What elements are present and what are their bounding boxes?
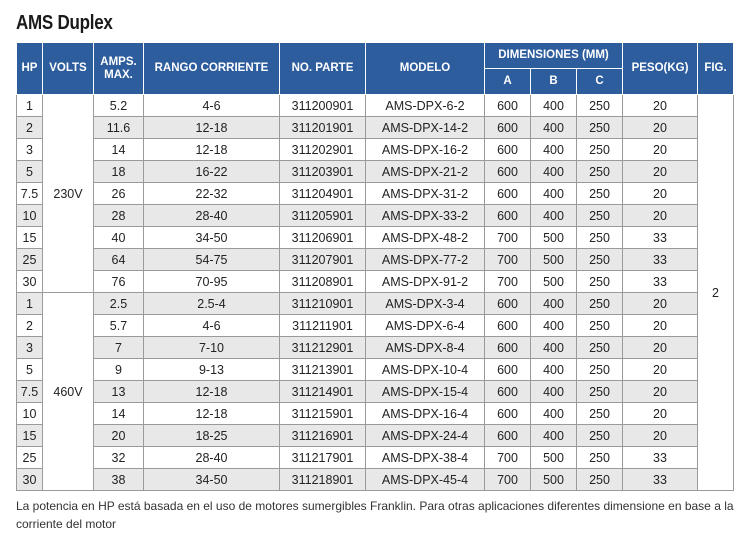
cell-rango: 28-40: [144, 205, 280, 227]
cell-modelo: AMS-DPX-6-2: [366, 95, 485, 117]
cell-modelo: AMS-DPX-21-2: [366, 161, 485, 183]
cell-c: 250: [577, 95, 623, 117]
header-dim-a: A: [485, 69, 531, 95]
cell-c: 250: [577, 337, 623, 359]
cell-c: 250: [577, 205, 623, 227]
cell-rango: 34-50: [144, 469, 280, 491]
cell-c: 250: [577, 425, 623, 447]
cell-a: 600: [485, 161, 531, 183]
cell-rango: 2.5-4: [144, 293, 280, 315]
cell-b: 400: [531, 95, 577, 117]
table-row: [17, 293, 734, 315]
cell-rango: 22-32: [144, 183, 280, 205]
cell-parte: 311215901: [280, 403, 366, 425]
cell-parte: 311214901: [280, 381, 366, 403]
cell-c: 250: [577, 117, 623, 139]
cell-amps: 20: [94, 425, 144, 447]
cell-b: 400: [531, 117, 577, 139]
cell-rango: 12-18: [144, 117, 280, 139]
cell-c: 250: [577, 227, 623, 249]
cell-c: 250: [577, 271, 623, 293]
cell-a: 600: [485, 381, 531, 403]
cell-hp: 7.5: [17, 381, 43, 403]
table-row: [17, 271, 734, 293]
cell-modelo: AMS-DPX-91-2: [366, 271, 485, 293]
table-row: [17, 447, 734, 469]
table-row: [17, 161, 734, 183]
cell-amps: 5.7: [94, 315, 144, 337]
cell-b: 400: [531, 425, 577, 447]
cell-a: 600: [485, 293, 531, 315]
cell-modelo: AMS-DPX-45-4: [366, 469, 485, 491]
cell-c: 250: [577, 161, 623, 183]
header-volts: VOLTS: [43, 43, 94, 95]
cell-rango: 4-6: [144, 315, 280, 337]
cell-hp: 1: [17, 95, 43, 117]
cell-hp: 10: [17, 205, 43, 227]
table-row: [17, 117, 734, 139]
cell-parte: 311213901: [280, 359, 366, 381]
header-amps-line1: AMPS.: [100, 55, 137, 68]
cell-modelo: AMS-DPX-8-4: [366, 337, 485, 359]
table-row: [17, 315, 734, 337]
cell-a: 600: [485, 205, 531, 227]
header-peso: PESO(KG): [623, 43, 698, 95]
cell-parte: 311211901: [280, 315, 366, 337]
table-row: [17, 249, 734, 271]
table-row: [17, 403, 734, 425]
header-fig: FIG.: [698, 43, 734, 95]
footnote: La potencia en HP está basada en el uso de motores sumergibles Franklin. Para otras aplicaciones diferentes dimensione en base a la corriente del motor: [16, 499, 734, 531]
cell-a: 600: [485, 315, 531, 337]
cell-c: 250: [577, 183, 623, 205]
table-row: [17, 95, 734, 117]
cell-parte: 311216901: [280, 425, 366, 447]
cell-b: 400: [531, 139, 577, 161]
cell-a: 600: [485, 425, 531, 447]
table-row: [17, 359, 734, 381]
cell-peso: 33: [623, 249, 698, 271]
cell-parte: 311204901: [280, 183, 366, 205]
cell-a: 600: [485, 359, 531, 381]
cell-modelo: AMS-DPX-10-4: [366, 359, 485, 381]
cell-c: 250: [577, 293, 623, 315]
cell-amps: 38: [94, 469, 144, 491]
table-row: [17, 205, 734, 227]
cell-a: 700: [485, 271, 531, 293]
header-dimensiones: DIMENSIONES (MM): [485, 43, 623, 69]
table-row: [17, 425, 734, 447]
header-amps: [94, 43, 144, 95]
cell-amps: 13: [94, 381, 144, 403]
cell-amps: 40: [94, 227, 144, 249]
cell-peso: 20: [623, 403, 698, 425]
cell-rango: 34-50: [144, 227, 280, 249]
cell-a: 600: [485, 403, 531, 425]
header-dim-b: B: [531, 69, 577, 95]
cell-b: 500: [531, 249, 577, 271]
cell-b: 400: [531, 359, 577, 381]
cell-b: 400: [531, 205, 577, 227]
cell-hp: 1: [17, 293, 43, 315]
cell-a: 600: [485, 139, 531, 161]
cell-volts: 230V: [43, 95, 94, 293]
cell-b: 400: [531, 337, 577, 359]
cell-parte: 311212901: [280, 337, 366, 359]
cell-hp: 7.5: [17, 183, 43, 205]
cell-hp: 15: [17, 227, 43, 249]
cell-modelo: AMS-DPX-15-4: [366, 381, 485, 403]
cell-b: 400: [531, 161, 577, 183]
cell-peso: 20: [623, 117, 698, 139]
cell-hp: 5: [17, 161, 43, 183]
header-hp: HP: [17, 43, 43, 95]
cell-peso: 20: [623, 381, 698, 403]
cell-amps: 11.6: [94, 117, 144, 139]
cell-b: 500: [531, 227, 577, 249]
cell-hp: 10: [17, 403, 43, 425]
cell-peso: 33: [623, 469, 698, 491]
header-modelo: MODELO: [366, 43, 485, 95]
cell-a: 700: [485, 469, 531, 491]
cell-rango: 18-25: [144, 425, 280, 447]
header-dim-c: C: [577, 69, 623, 95]
cell-c: 250: [577, 359, 623, 381]
cell-amps: 32: [94, 447, 144, 469]
cell-hp: 5: [17, 359, 43, 381]
cell-c: 250: [577, 249, 623, 271]
cell-a: 600: [485, 183, 531, 205]
cell-modelo: AMS-DPX-6-4: [366, 315, 485, 337]
cell-c: 250: [577, 315, 623, 337]
cell-b: 400: [531, 315, 577, 337]
cell-modelo: AMS-DPX-16-2: [366, 139, 485, 161]
cell-parte: 311207901: [280, 249, 366, 271]
cell-fig: 2: [698, 95, 734, 491]
cell-b: 400: [531, 183, 577, 205]
header-amps-line2: MAX.: [104, 68, 133, 81]
cell-a: 600: [485, 117, 531, 139]
cell-volts: 460V: [43, 293, 94, 491]
cell-a: 700: [485, 249, 531, 271]
header-rango: RANGO CORRIENTE: [144, 43, 280, 95]
cell-rango: 54-75: [144, 249, 280, 271]
cell-parte: 311210901: [280, 293, 366, 315]
cell-peso: 20: [623, 359, 698, 381]
cell-modelo: AMS-DPX-3-4: [366, 293, 485, 315]
cell-b: 400: [531, 381, 577, 403]
cell-c: 250: [577, 381, 623, 403]
cell-rango: 16-22: [144, 161, 280, 183]
cell-rango: 12-18: [144, 381, 280, 403]
cell-peso: 20: [623, 425, 698, 447]
cell-amps: 76: [94, 271, 144, 293]
cell-peso: 33: [623, 271, 698, 293]
cell-modelo: AMS-DPX-16-4: [366, 403, 485, 425]
cell-c: 250: [577, 447, 623, 469]
cell-c: 250: [577, 403, 623, 425]
cell-parte: 311208901: [280, 271, 366, 293]
cell-peso: 20: [623, 183, 698, 205]
cell-amps: 28: [94, 205, 144, 227]
cell-amps: 5.2: [94, 95, 144, 117]
cell-b: 500: [531, 447, 577, 469]
cell-b: 500: [531, 469, 577, 491]
cell-rango: 7-10: [144, 337, 280, 359]
cell-c: 250: [577, 139, 623, 161]
cell-amps: 9: [94, 359, 144, 381]
cell-peso: 20: [623, 293, 698, 315]
cell-amps: 14: [94, 139, 144, 161]
cell-parte: 311205901: [280, 205, 366, 227]
cell-b: 500: [531, 271, 577, 293]
header-parte: NO. PARTE: [280, 43, 366, 95]
table-row: [17, 183, 734, 205]
cell-peso: 33: [623, 227, 698, 249]
cell-hp: 3: [17, 337, 43, 359]
cell-parte: 311218901: [280, 469, 366, 491]
cell-parte: 311203901: [280, 161, 366, 183]
cell-rango: 9-13: [144, 359, 280, 381]
table-row: [17, 381, 734, 403]
cell-peso: 33: [623, 447, 698, 469]
cell-a: 600: [485, 95, 531, 117]
table-row: [17, 139, 734, 161]
cell-parte: 311217901: [280, 447, 366, 469]
cell-a: 600: [485, 337, 531, 359]
table-row: [17, 227, 734, 249]
cell-amps: 2.5: [94, 293, 144, 315]
cell-rango: 4-6: [144, 95, 280, 117]
table-row: [17, 469, 734, 491]
cell-hp: 3: [17, 139, 43, 161]
cell-c: 250: [577, 469, 623, 491]
cell-hp: 25: [17, 249, 43, 271]
cell-modelo: AMS-DPX-38-4: [366, 447, 485, 469]
cell-peso: 20: [623, 205, 698, 227]
cell-peso: 20: [623, 161, 698, 183]
cell-modelo: AMS-DPX-77-2: [366, 249, 485, 271]
cell-peso: 20: [623, 139, 698, 161]
cell-modelo: AMS-DPX-14-2: [366, 117, 485, 139]
cell-rango: 28-40: [144, 447, 280, 469]
cell-amps: 7: [94, 337, 144, 359]
cell-hp: 2: [17, 315, 43, 337]
cell-amps: 18: [94, 161, 144, 183]
cell-peso: 20: [623, 95, 698, 117]
product-table: [16, 42, 734, 491]
cell-amps: 26: [94, 183, 144, 205]
cell-amps: 64: [94, 249, 144, 271]
cell-parte: 311206901: [280, 227, 366, 249]
cell-modelo: AMS-DPX-24-4: [366, 425, 485, 447]
cell-hp: 2: [17, 117, 43, 139]
cell-hp: 25: [17, 447, 43, 469]
cell-modelo: AMS-DPX-33-2: [366, 205, 485, 227]
cell-parte: 311202901: [280, 139, 366, 161]
cell-parte: 311200901: [280, 95, 366, 117]
cell-rango: 12-18: [144, 139, 280, 161]
cell-a: 700: [485, 447, 531, 469]
cell-parte: 311201901: [280, 117, 366, 139]
cell-peso: 20: [623, 337, 698, 359]
cell-b: 400: [531, 293, 577, 315]
cell-peso: 20: [623, 315, 698, 337]
cell-rango: 12-18: [144, 403, 280, 425]
table-row: [17, 337, 734, 359]
cell-b: 400: [531, 403, 577, 425]
page-title: AMS Duplex: [16, 12, 113, 34]
cell-modelo: AMS-DPX-48-2: [366, 227, 485, 249]
cell-modelo: AMS-DPX-31-2: [366, 183, 485, 205]
cell-rango: 70-95: [144, 271, 280, 293]
cell-hp: 15: [17, 425, 43, 447]
cell-hp: 30: [17, 469, 43, 491]
cell-a: 700: [485, 227, 531, 249]
cell-amps: 14: [94, 403, 144, 425]
cell-hp: 30: [17, 271, 43, 293]
